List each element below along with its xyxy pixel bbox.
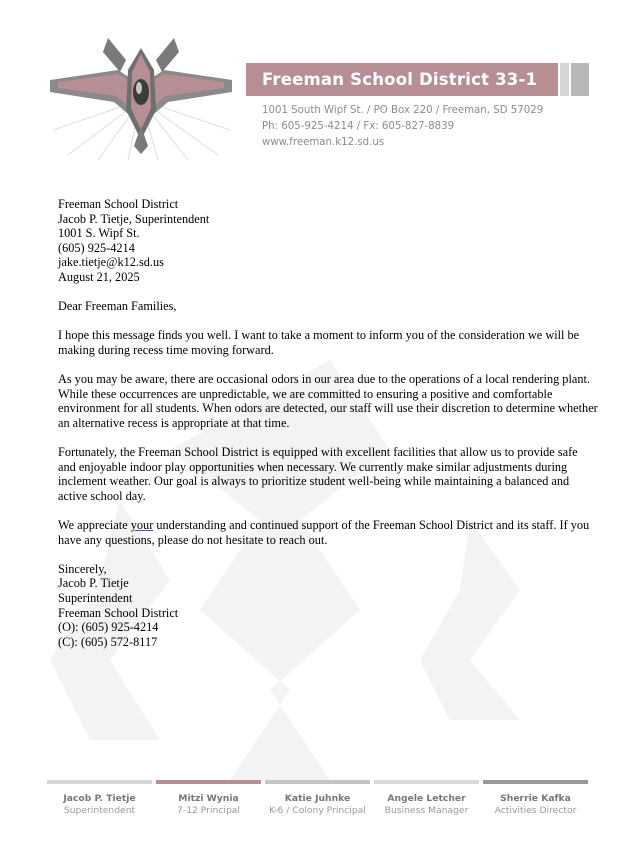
- staff-superintendent: [47, 780, 152, 817]
- staff-bar: [265, 780, 370, 784]
- signature-title: Superintendent: [58, 591, 133, 606]
- paragraph-4: [58, 518, 598, 547]
- signature-org: Freeman School District: [58, 605, 179, 620]
- district-address: 1001 South Wipf St. / PO Box 220 / Freeman, SD 57029: [262, 105, 544, 116]
- staff-title: Activities Director: [494, 805, 577, 816]
- paragraph-2: As you may be aware, there are occasional odors in our area due to the operations of a local rendering plant. While these occurrences are unpredictable, we are committed to ensuring a positive and comfortable environment for all students. When odors are detected, our staff will use their discretion to determine whether an alternative recess is appropriate at that time.: [58, 372, 598, 430]
- sender-phone: (605) 925-4214: [58, 240, 135, 255]
- salutation: Dear Freeman Families,: [58, 299, 177, 314]
- paragraph-1: I hope this message finds you well. I want to take a moment to inform you of the consideration we will be making during recess time moving forward.: [58, 328, 580, 357]
- staff-business-manager: [374, 780, 479, 817]
- signature-block: [58, 562, 598, 650]
- sender-org: Freeman School District: [58, 197, 179, 211]
- paragraph-4-start: We appreciate: [58, 518, 131, 533]
- staff-activities-director: [483, 780, 588, 817]
- letter-date: August 21, 2025: [58, 269, 140, 284]
- staff-bar: [156, 780, 261, 784]
- staff-name: Angele Letcher: [387, 793, 466, 804]
- paragraph-3: Fortunately, the Freeman School District is equipped with excellent facilities that allow us to provide safe and enjoyable indoor play opportunities when necessary. We currently make similar adjustments during inclement weather. Our goal is always to prioritize student well-being while maintaining a balanced and active school day.: [58, 445, 578, 503]
- underlined-word: your: [130, 518, 154, 533]
- banner-accent-light: [560, 63, 569, 96]
- staff-name: Jacob P. Tietje: [63, 793, 136, 804]
- staff-k6-principal: [265, 780, 370, 817]
- closing: Sincerely,: [58, 561, 107, 576]
- sender-name: Jacob P. Tietje, Superintendent: [58, 211, 210, 226]
- staff-name: Mitzi Wynia: [178, 793, 239, 804]
- staff-name: Katie Juhnke: [284, 793, 351, 804]
- staff-title: 7-12 Principal: [177, 805, 240, 816]
- staff-bar: [47, 780, 152, 784]
- staff-title: Business Manager: [384, 805, 469, 816]
- staff-bar: [374, 780, 479, 784]
- staff-name: Sherrie Kafka: [500, 793, 571, 804]
- staff-bar: [483, 780, 588, 784]
- paragraph-4-end: understanding and continued support of the Freeman School District and its staff. If you have any questions, please do not hesitate to reach out.: [58, 518, 590, 547]
- sender-address: 1001 S. Wipf St.: [58, 226, 140, 241]
- signature-office-phone: (O): (605) 925-4214: [58, 620, 159, 635]
- district-phone: Ph: 605-925-4214 / Fx: 605-827-8839: [262, 121, 455, 132]
- staff-7-12-principal: [156, 780, 261, 817]
- district-website[interactable]: www.freeman.k12.sd.us: [262, 137, 385, 148]
- sender-block: [58, 197, 598, 285]
- banner-accent-dark: [571, 63, 589, 96]
- district-name: Freeman School District 33-1: [246, 63, 558, 96]
- sender-email: jake.tietje@k12.sd.us: [58, 255, 164, 270]
- staff-footer: [47, 780, 590, 820]
- staff-title: K-6 / Colony Principal: [269, 805, 366, 816]
- falcon-jet-logo: [48, 30, 234, 160]
- signature-cell-phone: (C): (605) 572-8117: [58, 634, 158, 649]
- signature-name: Jacob P. Tietje: [58, 576, 129, 591]
- staff-title: Superintendent: [63, 805, 136, 816]
- district-contact: [262, 103, 543, 151]
- letter-body: [58, 197, 598, 649]
